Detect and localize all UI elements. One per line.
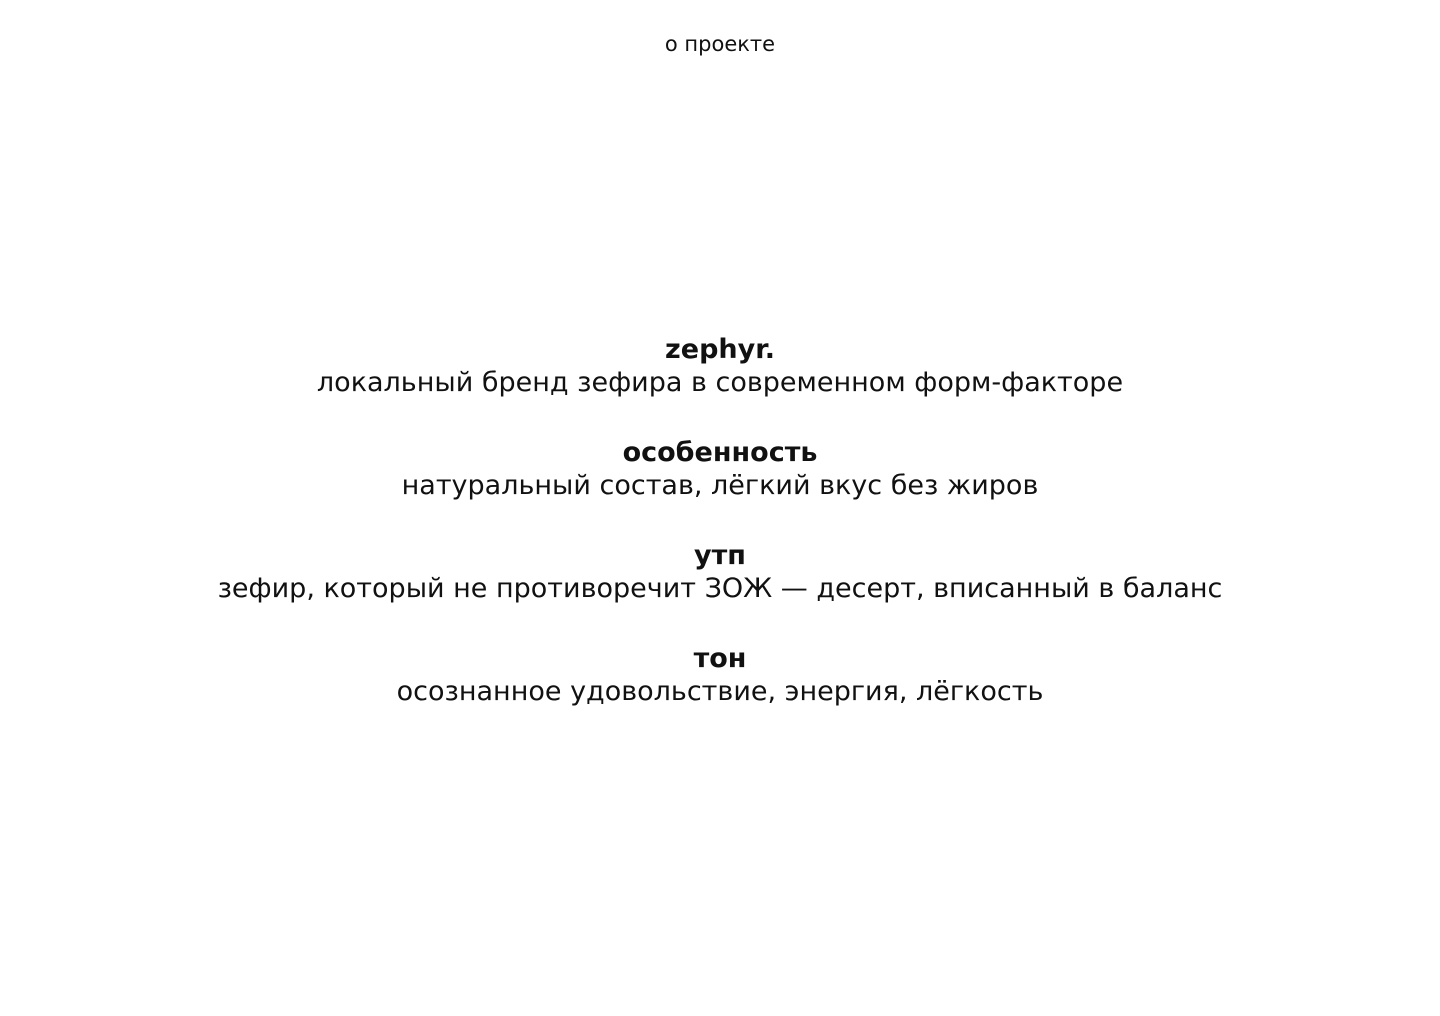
usp-section — [0, 539, 1440, 605]
usp-title: утп — [694, 540, 746, 571]
feature-title: особенность — [622, 437, 818, 468]
brand-section — [0, 333, 1440, 399]
tone-section — [0, 642, 1440, 708]
feature-section — [0, 436, 1440, 502]
brand-title: zephyr. — [665, 334, 775, 365]
tone-description: осознанное удовольствие, энергия, лёгкость — [396, 676, 1044, 707]
project-description — [0, 333, 1440, 708]
brand-description: локальный бренд зефира в современном форм-факторе — [316, 367, 1124, 398]
about-project-link[interactable]: о проекте — [664, 32, 776, 56]
usp-description: зефир, который не противоречит ЗОЖ — десерт, вписанный в баланс — [217, 573, 1223, 604]
tone-title: тон — [693, 643, 747, 674]
feature-description: натуральный состав, лёгкий вкус без жиров — [401, 470, 1039, 501]
